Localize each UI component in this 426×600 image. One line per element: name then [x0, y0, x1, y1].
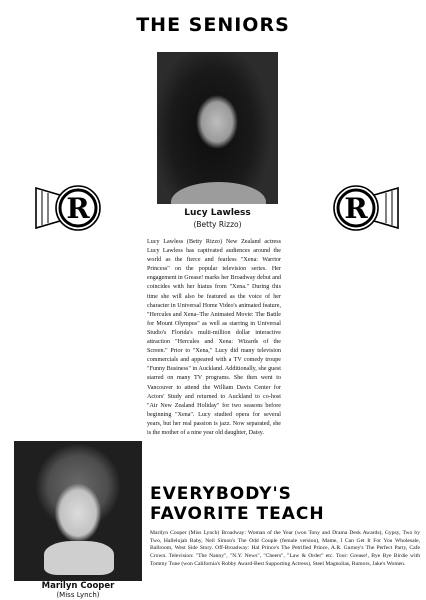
- headshot-lucy-lawless: [157, 52, 278, 204]
- teacher-bio: Marilyn Cooper (Miss Lynch) Broadway: Woman of the Year (won Tony and Drama Desk Awards), Gypsy, Two by Two, Hallelujah Baby, Neil Simon's The Odd Couple (female version), Mame, I Can Get It For You Wholesale, Ballroom, West Side Story. Off-Broadway: Hal Prince's The Petrified Prince, A.R. Gurney's The Perfect Party, Cafe Crown. Television: "The Nanny", "N.Y. News", "Cheers", "Law & Order" etc. Tour: Grease!, Bye Bye Birdie with Tommy Tune (won California's Robby Award-Best Supporting Actress), Steel Magnolias, Rumors, Jake's Women.: [150, 530, 420, 567]
- page-title: THE SENIORS: [136, 14, 290, 36]
- megaphone-r-logo: [34, 178, 104, 234]
- logo-letter: R: [344, 192, 368, 225]
- section-heading-line1: EVERYBODY'S: [150, 484, 292, 504]
- section-heading: [150, 484, 420, 524]
- megaphone-icon: [334, 186, 398, 230]
- headshot-marilyn-cooper: [14, 441, 142, 581]
- section-heading-line2: FAVORITE TEACH: [150, 504, 325, 524]
- teacher-role: (Miss Lynch): [56, 591, 100, 599]
- senior-name: Lucy Lawless: [184, 208, 251, 218]
- photo-shoulder: [171, 182, 266, 204]
- megaphone-r-logo: [330, 178, 400, 234]
- teacher-name: Marilyn Cooper: [41, 581, 115, 591]
- logo-letter: R: [66, 192, 90, 225]
- megaphone-icon: [36, 186, 100, 230]
- senior-role: (Betty Rizzo): [193, 220, 242, 229]
- senior-bio: Lucy Lawless (Betty Rizzo) New Zealand actress Lucy Lawless has captivated audiences around the world as the fierce and fearless "Xena: Warrior Princess" on the popular television series. Her engagement in Grease! marks her Broadway debut and coincides with her hiatus from "Xena." During this time she will also be featured as the voice of her character in Universal Home Video's animated feature, "Hercules and Xena–The Animated Movie: The Battle for Mount Olympus" as well as starring in Universal Studio's Florida's multi-million dollar interactive attraction "Hercules and Xena: Wizards of the Screen." Prior to "Xena," Lucy did many television commercials and appeared with a TV comedy troupe "Funny Business" in Auckland. Additionally, she guest starred on many TV programs. She then went to Vancouver to attend the William Davis Center for Actors' Study and returned to Auckland to co-host "Air New Zealand Holiday" for two seasons before beginning "Xena". Lucy studied opera for several years, but her real passion is jazz. Now separated, she is the mother of a nine year old daughter, Daisy.: [147, 239, 281, 436]
- photo-hand: [44, 541, 114, 575]
